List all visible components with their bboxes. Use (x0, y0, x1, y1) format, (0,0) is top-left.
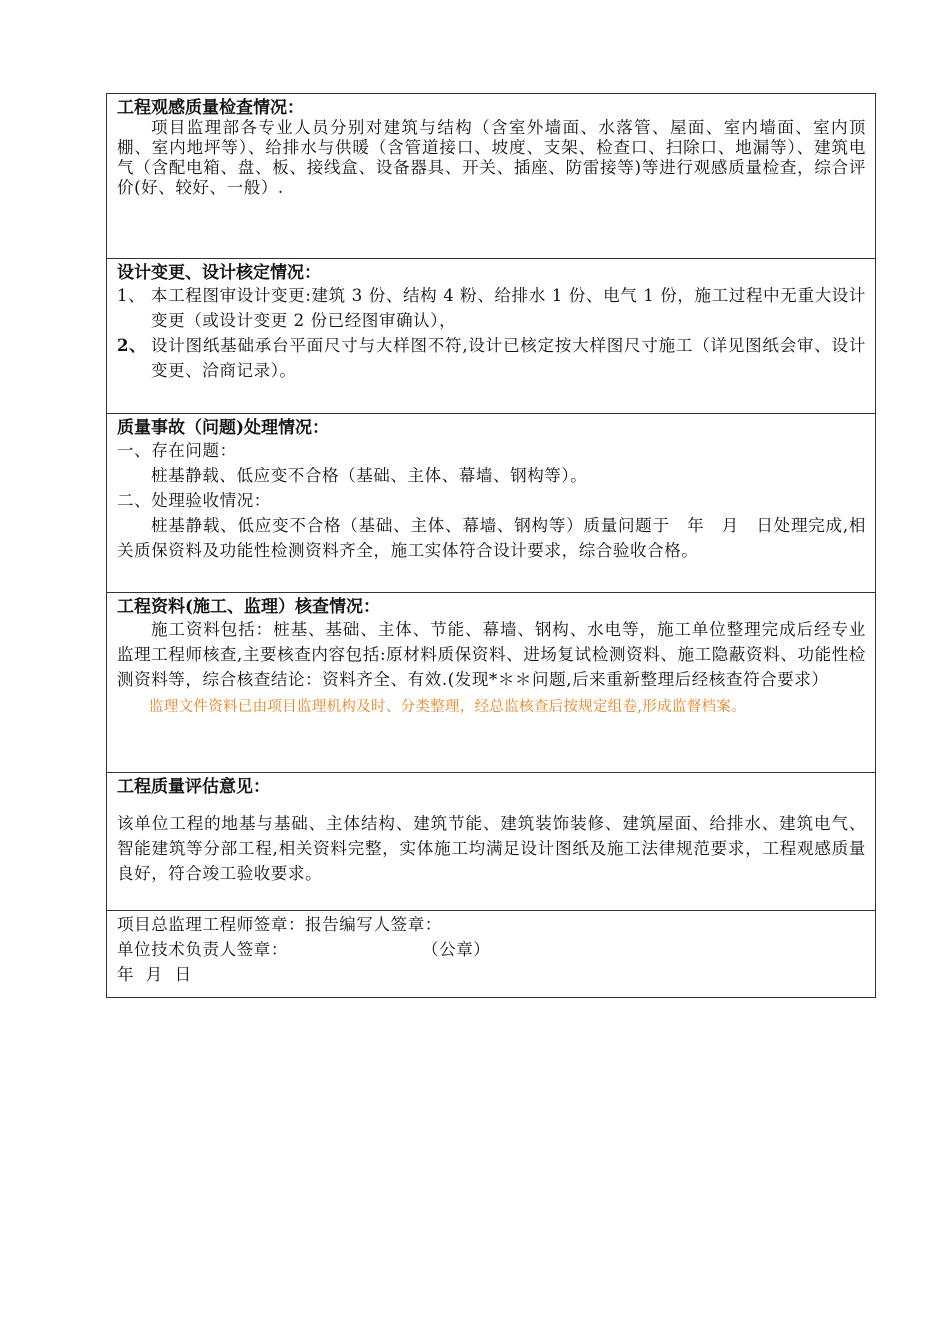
section-design-change (107, 263, 875, 414)
section-appearance-quality (107, 98, 875, 259)
date-line: 年 月 日 (117, 965, 192, 984)
section-records-review (107, 597, 875, 773)
signature-line-supervisor: 项目总监理工程师签章：报告编写人签章： (117, 915, 442, 934)
highlight-note: 监理文件资料已由项目监理机构及时、分类整理，经总监核查后按规定组卷,形成监督档案。 (149, 699, 746, 715)
section-body: 项目监理部各专业人员分别对建筑与结构（含室外墙面、水落管、屋面、室内墙面、室内顶棚、室内地坪等）、给排水与供暖（含管道接口、坡度、支架、检查口、扫除口、地漏等）、建筑电气（含配电箱、盘、板、接线盒、设备器具、开关、插座、防雷接等)等进行观感质量检查，综合评价(好、较好、一般）. (117, 118, 866, 197)
list-number: 1、 (117, 286, 146, 305)
section-quality-incident (107, 418, 875, 593)
section-title: 质量事故（问题)处理情况： (117, 418, 330, 438)
subsection-body: 桩基静载、低应变不合格（基础、主体、幕墙、钢构等）质量问题于 年 月 日处理完成,相关质保资料及功能性检测资料齐全，施工实体符合设计要求，综合验收合格。 (117, 516, 866, 560)
subheading: 一、存在问题： (117, 441, 237, 460)
evaluation-table (106, 93, 876, 998)
list-text: 本工程图审设计变更:建筑 3 份、结构 4 粉、给排水 1 份、电气 1 份，施工过程中无重大设计变更（或设计变更 2 份已经图审确认）， (151, 286, 866, 330)
section-body: 施工资料包括：桩基、基础、主体、节能、幕墙、钢构、水电等，施工单位整理完成后经专业监理工程师核查,主要核查内容包括:原材料质保资料、进场复试检测资料、施工隐蔽资料、功能性检测资料等，综合核查结论：资料齐全、有效.(发现*＊＊问题,后来重新整理后经核查符合要求） (117, 620, 866, 689)
list-item (117, 283, 866, 333)
technical-lead-label: 单位技术负责人签章： (117, 940, 288, 959)
section-title: 工程质量评估意见： (117, 777, 270, 797)
section-title: 工程资料(施工、监理）核查情况： (117, 597, 381, 617)
section-title: 设计变更、设计核定情况： (117, 263, 321, 283)
signature-line-technical (117, 937, 866, 962)
list-text: 设计图纸基础承台平面尺寸与大样图不符,设计已核定按大样图尺寸施工（详见图纸会审、设计变更、洽商记录）。 (151, 336, 866, 380)
section-quality-assessment (107, 777, 875, 911)
section-title: 工程观感质量检查情况： (117, 98, 304, 118)
section-body: 该单位工程的地基与基础、主体结构、建筑节能、建筑装饰装修、建筑屋面、给排水、建筑电气、智能建筑等分部工程,相关资料完整，实体施工均满足设计图纸及施工法律规范要求，工程观感质量良好，符合竣工验收要求。 (117, 814, 866, 883)
list-number: 2、 (117, 336, 147, 355)
list-item (117, 333, 866, 383)
subheading: 二、处理验收情况： (117, 491, 271, 510)
section-signatures (107, 911, 875, 997)
subsection-body: 桩基静载、低应变不合格（基础、主体、幕墙、钢构等）。 (151, 466, 588, 485)
official-seal-label: （公章） (422, 940, 491, 959)
